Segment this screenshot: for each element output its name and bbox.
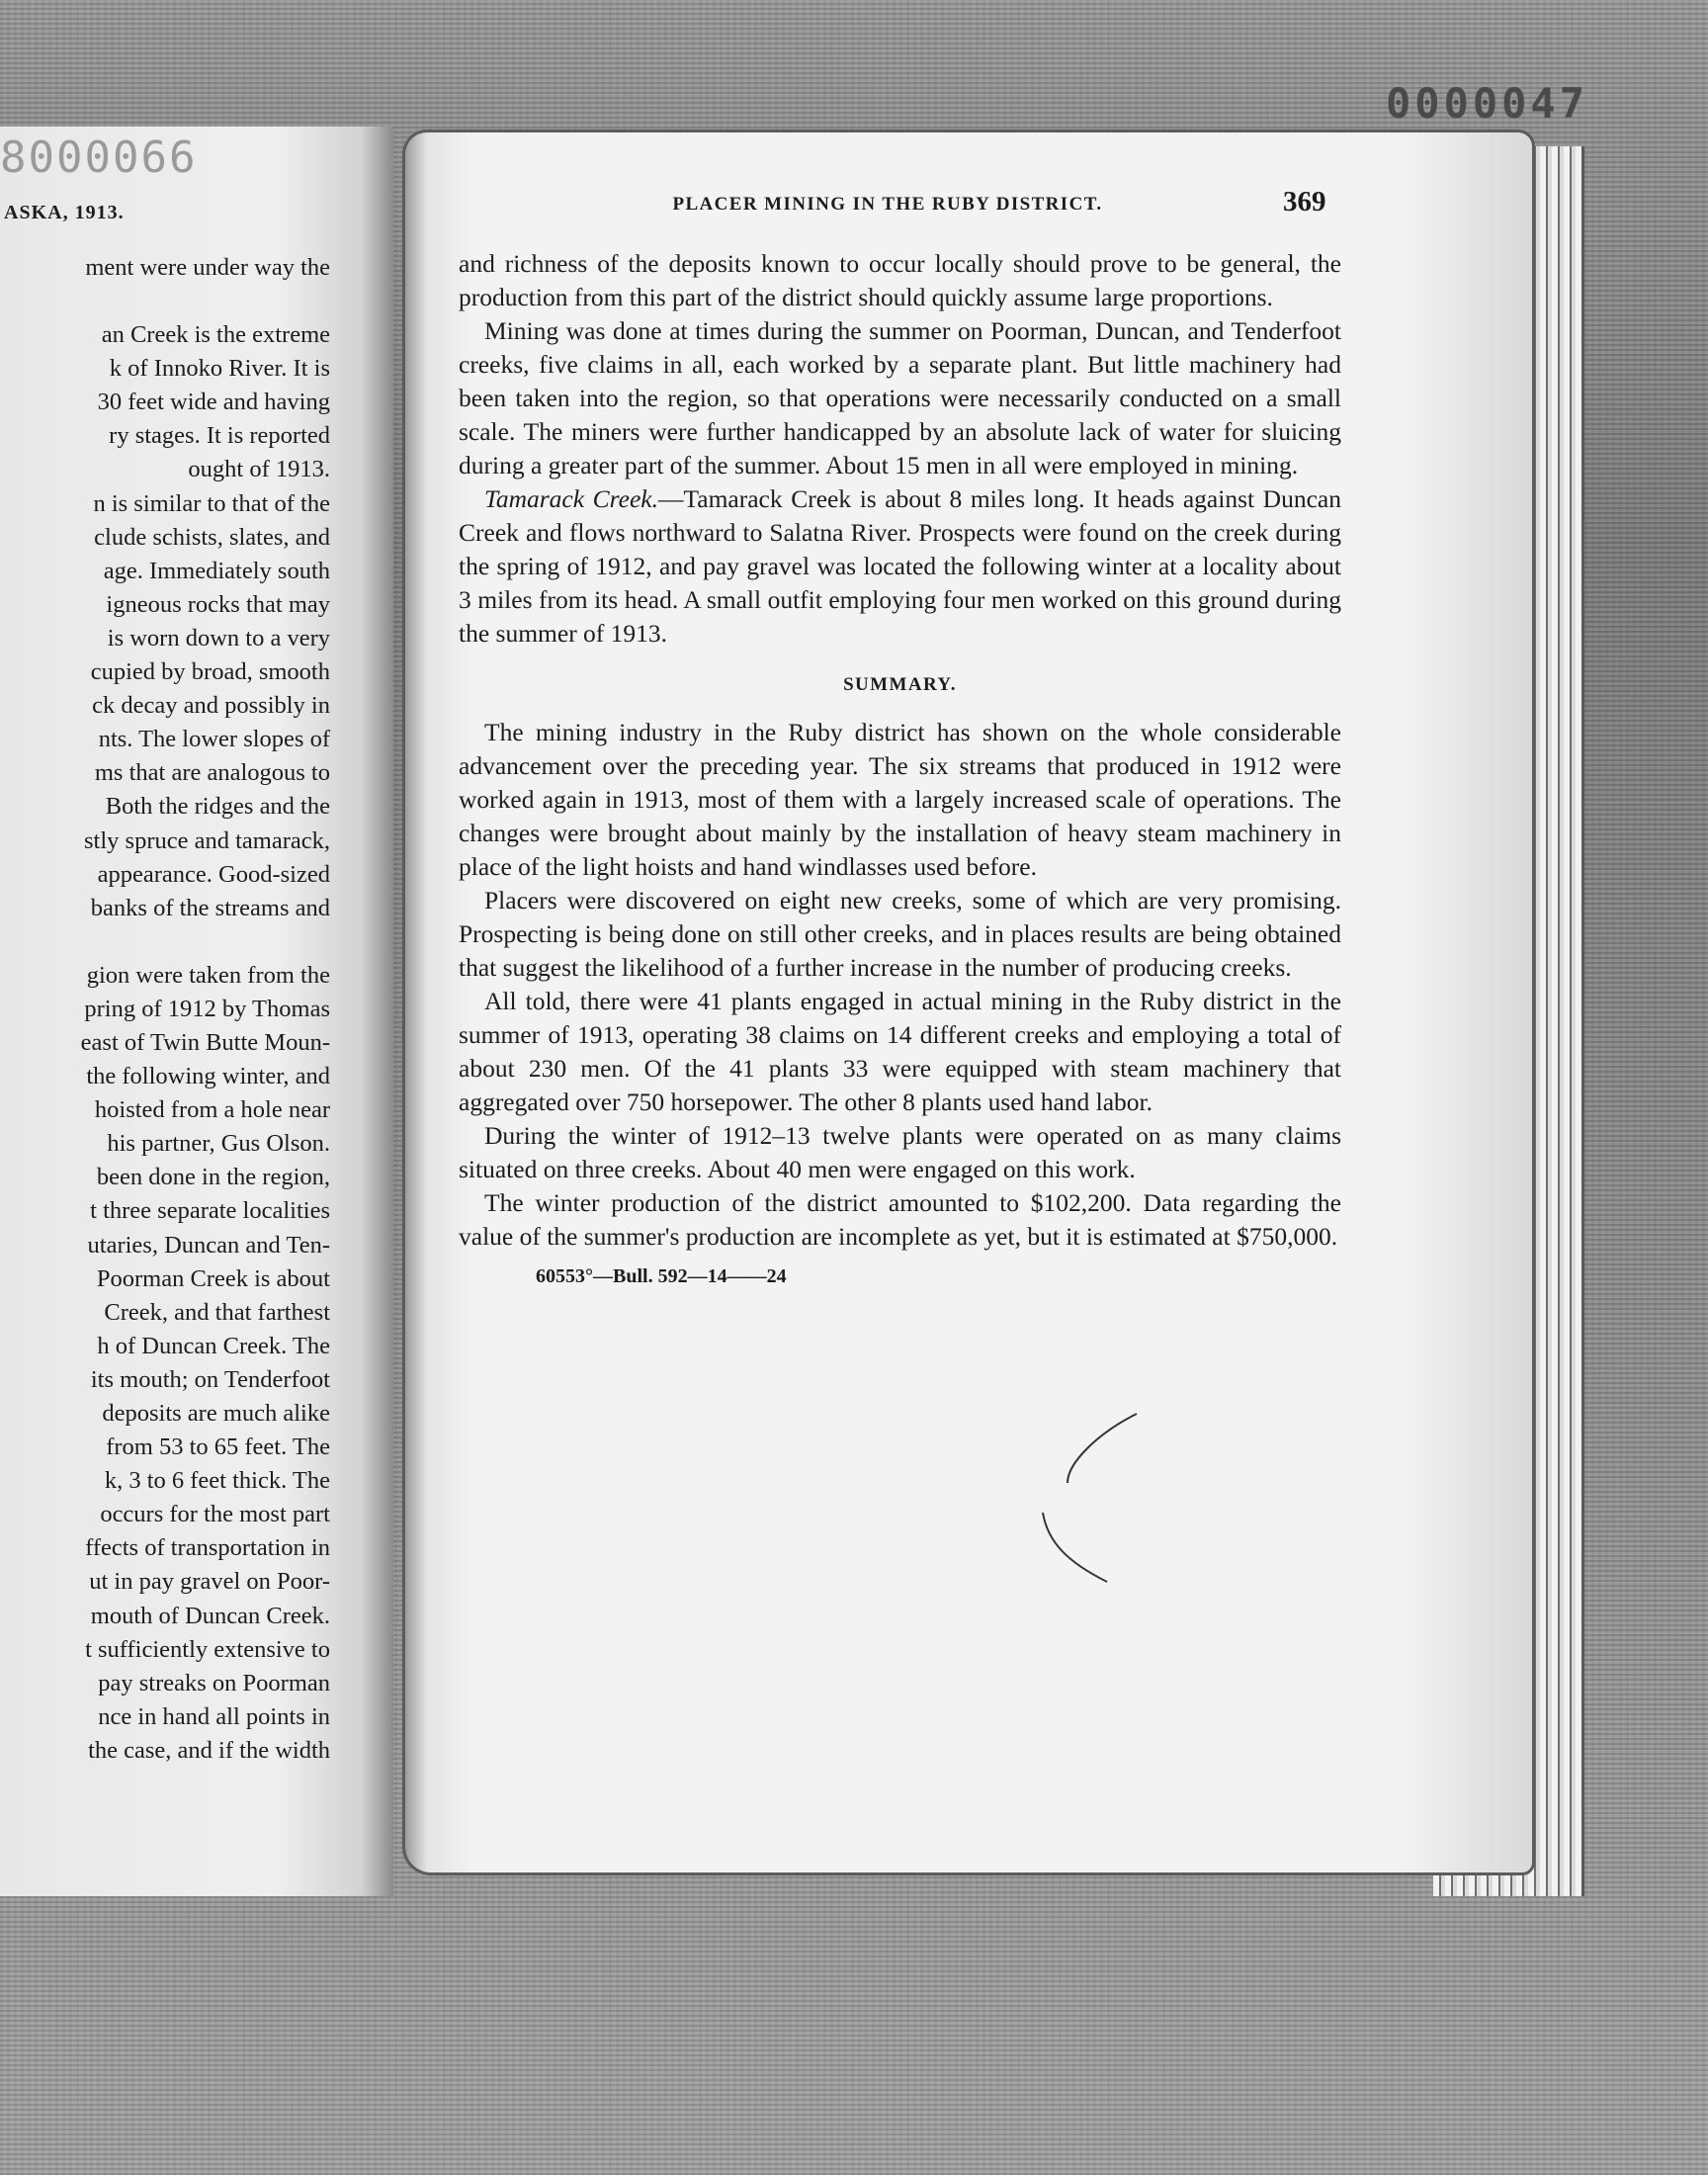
- left-page-ghost-number: 8000066: [0, 132, 198, 183]
- archive-stamp-number: 0000047: [1386, 79, 1589, 128]
- left-page-line: cupied by broad, smooth: [90, 658, 330, 686]
- left-page-line: h of Duncan Creek. The: [97, 1332, 330, 1359]
- left-page-line: been done in the region,: [96, 1164, 330, 1191]
- summary-heading: SUMMARY.: [843, 674, 957, 695]
- summary-paragraph-1: The mining industry in the Ruby district has shown on the whole considerable advancement over the preceding year. The six streams that produced in 1912 were worked again in 1913, most of them with a largely increased scale of operations. The changes were brought about mainly by the installation of heavy steam machinery in place of the light hoists and hand windlasses used before.: [459, 718, 1341, 881]
- left-page-line: utaries, Duncan and Ten-: [87, 1231, 330, 1259]
- summary-paragraph-3: All told, there were 41 plants engaged in actual mining in the Ruby district in the summer of 1913, operating 38 claims on 14 different creeks and employing a total of about 230 men. Of the 41 plants 33 were equipped with steam machinery that aggregated over 750 horsepower. The other 8 plants used hand labor.: [459, 987, 1341, 1116]
- pencil-annotation-mark: [1028, 1394, 1147, 1592]
- left-page-blank-line: [0, 925, 330, 959]
- left-page-line: his partner, Gus Olson.: [107, 1130, 330, 1158]
- left-page-running-head: ASKA, 1913.: [4, 202, 125, 223]
- tamarack-creek-title: Tamarack Creek.: [484, 484, 658, 513]
- left-page-line: ment were under way the: [85, 254, 330, 281]
- print-footnote: 60553°—Bull. 592—14——24: [536, 1265, 787, 1287]
- left-page-line: ought of 1913.: [188, 456, 330, 483]
- paragraph-mining: Mining was done at times during the summer on Poorman, Duncan, and Tenderfoot creeks, five claims in all, each worked by a separate plant. But little machinery had been taken into the region, so that operations were necessarily conducted on a small scale. The miners were further handicapped by an absolute lack of water for sluicing during a greater part of the summer. About 15 men in all were employed in mining.: [459, 316, 1341, 479]
- left-page-line: ut in pay gravel on Poor-: [89, 1568, 330, 1596]
- left-page-line: deposits are much alike: [102, 1400, 330, 1427]
- left-page-line: east of Twin Butte Moun-: [80, 1028, 330, 1056]
- left-page-line: appearance. Good-sized: [97, 860, 330, 888]
- left-page-line: nce in hand all points in: [98, 1702, 330, 1730]
- right-page: [405, 132, 1532, 1872]
- summary-paragraph-4: During the winter of 1912–13 twelve plants were operated on as many claims situated on three creeks. About 40 men were engaged on this work.: [459, 1121, 1341, 1183]
- left-page-line: Creek, and that farthest: [104, 1298, 330, 1326]
- left-page-line: ms that are analogous to: [94, 759, 330, 787]
- left-page-text: [0, 251, 330, 1768]
- left-page-line: stly spruce and tamarack,: [84, 826, 330, 854]
- tamarack-creek-text: —Tamarack Creek is about 8 miles long. It heads against Duncan Creek and flows northward to Salatna River. Prospects were found on the creek during the spring of 1912, and pay gravel was located the following winter at a locality about 3 miles from its head. A small outfit employing four men worked on this ground during the summer of 1913.: [459, 484, 1341, 648]
- left-page-line: Both the ridges and the: [105, 793, 330, 821]
- left-page-line: pring of 1912 by Thomas: [84, 995, 330, 1022]
- paragraph-tamarack-creek: [459, 482, 1341, 651]
- left-page-line: k of Innoko River. It is: [109, 355, 330, 383]
- left-page-line: igneous rocks that may: [106, 590, 330, 618]
- left-page: [0, 127, 393, 1896]
- left-page-line: ry stages. It is reported: [109, 422, 330, 450]
- running-head: PLACER MINING IN THE RUBY DISTRICT.: [672, 194, 1103, 215]
- left-page-line: t three separate localities: [90, 1197, 330, 1225]
- left-page-line: 30 feet wide and having: [97, 389, 330, 416]
- left-page-line: is worn down to a very: [107, 624, 330, 652]
- left-page-line: k, 3 to 6 feet thick. The: [104, 1467, 330, 1495]
- left-page-line: an Creek is the extreme: [101, 321, 330, 349]
- left-page-line: gion were taken from the: [86, 961, 330, 989]
- summary-paragraph-5: The winter production of the district amounted to $102,200. Data regarding the value of the summer's production are incomplete as yet, but it is estimated at $750,000.: [459, 1188, 1341, 1251]
- left-page-line: ffects of transportation in: [85, 1534, 330, 1562]
- left-page-line: banks of the streams and: [90, 894, 330, 921]
- left-page-line: Poorman Creek is about: [96, 1264, 330, 1292]
- paragraph-continuation: and richness of the deposits known to occur locally should prove to be general, the production from this part of the district should quickly assume large proportions.: [459, 249, 1341, 311]
- summary-paragraph-2: Placers were discovered on eight new creeks, some of which are very promising. Prospecting is being done on still other creeks, and in places results are being obtained that suggest the likelihood of a further increase in the number of producing creeks.: [459, 886, 1341, 982]
- left-page-line: nts. The lower slopes of: [98, 726, 330, 753]
- left-page-blank-line: [0, 285, 330, 318]
- left-page-line: the following winter, and: [86, 1063, 330, 1090]
- left-page-line: the case, and if the width: [88, 1736, 330, 1764]
- left-page-line: ck decay and possibly in: [92, 692, 330, 720]
- left-page-line: t sufficiently extensive to: [85, 1635, 330, 1663]
- left-page-line: clude schists, slates, and: [94, 523, 330, 551]
- left-page-line: pay streaks on Poorman: [98, 1669, 330, 1696]
- left-page-line: hoisted from a hole near: [94, 1096, 330, 1124]
- left-page-line: from 53 to 65 feet. The: [106, 1434, 330, 1461]
- left-page-line: age. Immediately south: [103, 557, 330, 584]
- left-page-line: its mouth; on Tenderfoot: [90, 1365, 330, 1393]
- page-number: 369: [1283, 186, 1326, 218]
- left-page-line: occurs for the most part: [100, 1501, 330, 1528]
- left-page-line: n is similar to that of the: [93, 489, 330, 517]
- page-body: [459, 247, 1341, 1293]
- left-page-line: mouth of Duncan Creek.: [90, 1602, 330, 1629]
